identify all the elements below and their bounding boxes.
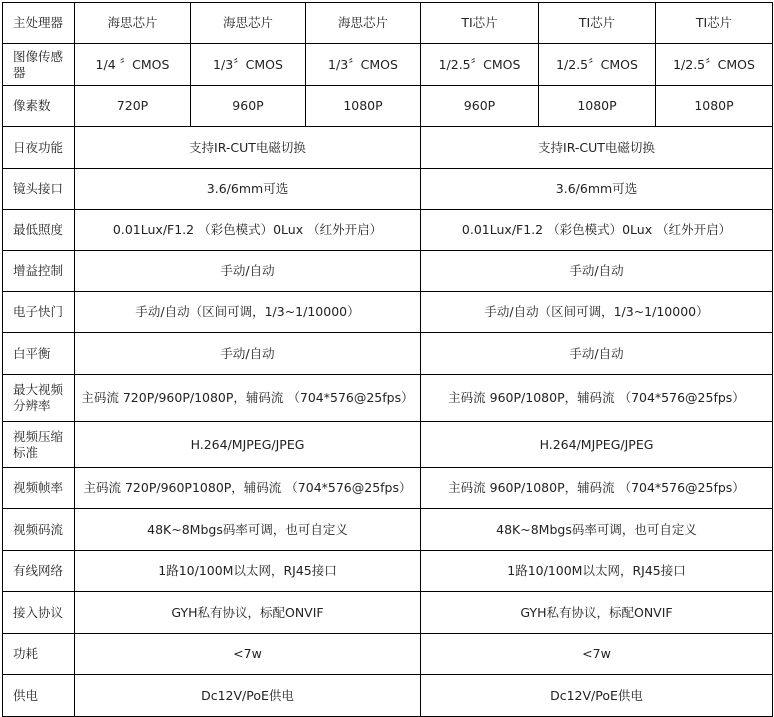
hisilicon-value: 手动/自动 [75, 333, 421, 375]
hisilicon-value: 48K~8Mbgs码率可调，也可自定义 [75, 509, 421, 551]
spec-row [3, 127, 773, 169]
row-label: 主处理器 [3, 3, 75, 44]
ti-value: 支持IR-CUT电磁切换 [421, 127, 773, 169]
cell-processor-4: TI芯片 [421, 3, 539, 44]
ti-value: 主码流 960P/1080P，辅码流 （704*576@25fps） [421, 375, 773, 422]
cell-processor-5: TI芯片 [539, 3, 656, 44]
hisilicon-value: 1路10/100M以太网，RJ45接口 [75, 551, 421, 592]
row-sensor [3, 44, 773, 86]
ti-value: 主码流 960P/1080P，辅码流 （704*576@25fps） [421, 468, 773, 509]
cell-pixels-6: 1080P [656, 86, 773, 127]
cell-sensor-4: 1/2.5〞CMOS [421, 44, 539, 86]
row-label: 功耗 [3, 634, 75, 675]
spec-row [3, 210, 773, 251]
spec-row [3, 292, 773, 333]
row-label: 接入协议 [3, 592, 75, 634]
row-label: 最低照度 [3, 210, 75, 251]
cell-processor-6: TI芯片 [656, 3, 773, 44]
hisilicon-value: 3.6/6mm可选 [75, 169, 421, 210]
spec-row [3, 375, 773, 422]
spec-row [3, 169, 773, 210]
cell-sensor-3: 1/3〞CMOS [306, 44, 421, 86]
row-label: 电子快门 [3, 292, 75, 333]
spec-table [2, 2, 773, 717]
cell-processor-1: 海思芯片 [75, 3, 191, 44]
spec-row [3, 634, 773, 675]
row-processor [3, 3, 773, 44]
row-label: 图像传感器 [3, 44, 75, 86]
ti-value: 手动/自动 [421, 333, 773, 375]
cell-processor-2: 海思芯片 [191, 3, 306, 44]
spec-row [3, 675, 773, 717]
cell-processor-3: 海思芯片 [306, 3, 421, 44]
hisilicon-value: 手动/自动 [75, 251, 421, 292]
spec-row [3, 468, 773, 509]
row-label: 视频码流 [3, 509, 75, 551]
cell-pixels-1: 720P [75, 86, 191, 127]
ti-value: 3.6/6mm可选 [421, 169, 773, 210]
hisilicon-value: 0.01Lux/F1.2 （彩色模式）0Lux （红外开启） [75, 210, 421, 251]
ti-value: 48K~8Mbgs码率可调，也可自定义 [421, 509, 773, 551]
ti-value: Dc12V/PoE供电 [421, 675, 773, 717]
ti-value: H.264/MJPEG/JPEG [421, 422, 773, 468]
spec-row [3, 592, 773, 634]
hisilicon-value: <7w [75, 634, 421, 675]
hisilicon-value: 手动/自动（区间可调，1/3~1/10000） [75, 292, 421, 333]
spec-row [3, 333, 773, 375]
hisilicon-value: 主码流 720P/960P1080P，辅码流 （704*576@25fps） [75, 468, 421, 509]
hisilicon-value: Dc12V/PoE供电 [75, 675, 421, 717]
hisilicon-value: H.264/MJPEG/JPEG [75, 422, 421, 468]
row-label: 像素数 [3, 86, 75, 127]
spec-row [3, 509, 773, 551]
ti-value: 1路10/100M以太网，RJ45接口 [421, 551, 773, 592]
ti-value: <7w [421, 634, 773, 675]
row-label: 视频帧率 [3, 468, 75, 509]
cell-pixels-3: 1080P [306, 86, 421, 127]
row-pixels [3, 86, 773, 127]
hisilicon-value: 主码流 720P/960P/1080P，辅码流 （704*576@25fps） [75, 375, 421, 422]
hisilicon-value: 支持IR-CUT电磁切换 [75, 127, 421, 169]
row-label: 日夜功能 [3, 127, 75, 169]
row-label: 白平衡 [3, 333, 75, 375]
cell-sensor-1: 1/4 〞CMOS [75, 44, 191, 86]
row-label: 供电 [3, 675, 75, 717]
row-label: 增益控制 [3, 251, 75, 292]
ti-value: 手动/自动（区间可调，1/3~1/10000） [421, 292, 773, 333]
cell-pixels-2: 960P [191, 86, 306, 127]
spec-row [3, 251, 773, 292]
ti-value: 0.01Lux/F1.2 （彩色模式）0Lux （红外开启） [421, 210, 773, 251]
cell-pixels-4: 960P [421, 86, 539, 127]
cell-sensor-2: 1/3〞CMOS [191, 44, 306, 86]
cell-sensor-6: 1/2.5〞CMOS [656, 44, 773, 86]
hisilicon-value: GYH私有协议，标配ONVIF [75, 592, 421, 634]
spec-row [3, 422, 773, 468]
row-label: 最大视频分辨率 [3, 375, 75, 422]
row-label: 有线网络 [3, 551, 75, 592]
cell-pixels-5: 1080P [539, 86, 656, 127]
ti-value: GYH私有协议，标配ONVIF [421, 592, 773, 634]
cell-sensor-5: 1/2.5〞CMOS [539, 44, 656, 86]
row-label: 镜头接口 [3, 169, 75, 210]
spec-row [3, 551, 773, 592]
ti-value: 手动/自动 [421, 251, 773, 292]
row-label: 视频压缩标准 [3, 422, 75, 468]
